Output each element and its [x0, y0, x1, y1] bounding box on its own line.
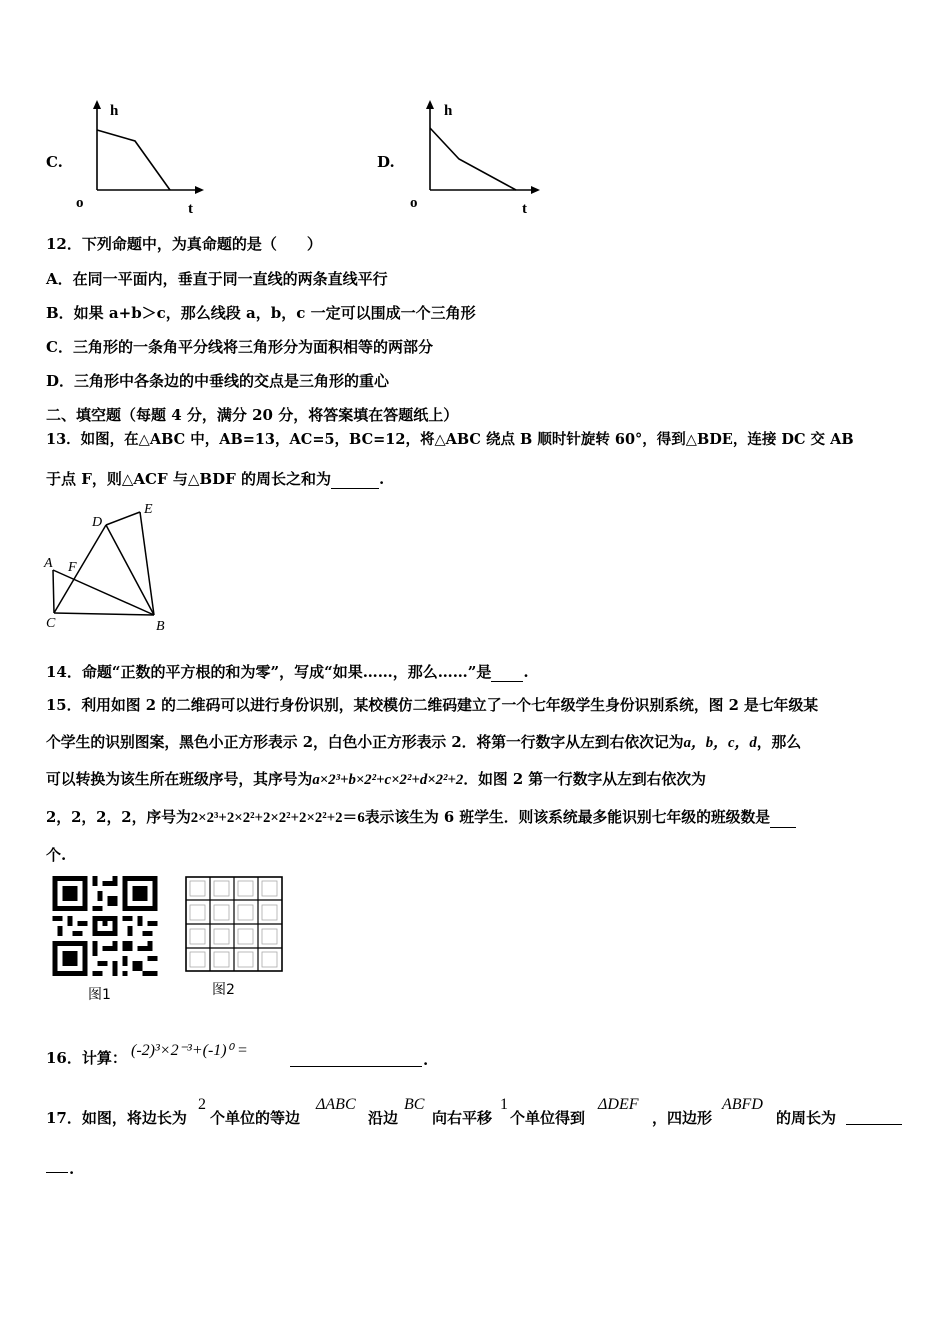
- q14-text: 14．命题“正数的平方根的和为零”，写成“如果……，那么……”是: [46, 663, 492, 681]
- q12-option-c: C．三角形的一条角平分线将三角形分为面积相等的两部分: [46, 338, 433, 356]
- q17-shift-units: 1: [500, 1096, 508, 1113]
- graph-d: [404, 95, 549, 215]
- segment-cb: [54, 613, 154, 615]
- q15-line3-tail: ．如图 2 第一行数字从左到右依次为: [463, 771, 706, 788]
- q12-option-b: B．如果 a+b＞c，那么线段 a，b，c 一定可以围成一个三角形: [46, 304, 476, 322]
- q15-line3: [46, 770, 706, 790]
- graph-c-curve: [97, 130, 170, 190]
- q17-part3: 沿边: [368, 1109, 399, 1127]
- q15-vars: a，b，c，d: [683, 735, 757, 751]
- segment-eb: [140, 512, 154, 615]
- segment-db: [106, 525, 154, 615]
- q17-part7: 的周长为: [776, 1109, 837, 1127]
- q13-figure: [40, 500, 170, 635]
- q16-label: 16．计算：: [46, 1049, 127, 1067]
- q16-end: .: [423, 1051, 429, 1069]
- q17-segment-bc: BC: [404, 1096, 425, 1113]
- q15-line5: 个.: [46, 846, 67, 864]
- q17-part6: ，四边形: [652, 1109, 713, 1127]
- q17-part5: 个单位得到: [510, 1109, 586, 1127]
- label-d: D: [92, 515, 103, 530]
- label-c: C: [46, 616, 56, 631]
- q15-line2-text: 个学生的识别图案，黑色小正方形表示 2，白色小正方形表示 2．将第一行数字从左到右依次记为: [46, 734, 684, 751]
- q14-answer-blank: [491, 667, 523, 682]
- q13-line2-text: 于点 F，则△ACF 与△BDF 的周长之和为: [46, 470, 331, 488]
- q17-part2: 个单位的等边: [210, 1109, 301, 1127]
- q15-line4-text: 2，2，2，2，序号为: [46, 809, 191, 826]
- q17-part4: 向右平移: [432, 1109, 493, 1127]
- q15-line2: [46, 733, 801, 753]
- q14-line: [46, 662, 529, 682]
- q15-line2-tail: ，那么: [756, 734, 802, 751]
- q13-line1: 13．如图，在△ABC 中，AB=13，AC=5，BC=12，将△ABC 绕点 B 顺时针旋转 60°，得到△BDE，连接 DC 交 AB: [46, 431, 854, 448]
- q12-option-a: A．在同一平面内，垂直于同一直线的两条直线平行: [46, 270, 388, 288]
- section-2-heading: 二、填空题（每题 4 分，满分 20 分，将答案填在答题纸上）: [46, 406, 459, 424]
- graph-d-h-label: h: [444, 103, 453, 119]
- q13-line2: [46, 469, 384, 489]
- q17-part1: 17．如图，将边长为: [46, 1109, 187, 1127]
- q15-line1: 15．利用如图 2 的二维码可以进行身份识别，某校模仿二维码建立了一个七年级学生身份识别系统，图 2 是七年级某: [46, 697, 819, 714]
- graph-c-h-label: h: [110, 103, 119, 119]
- graph-c-t-label: t: [188, 201, 193, 217]
- q16-expression: (-2)³×2⁻³+(-1)⁰ =: [131, 1042, 248, 1059]
- segment-de: [106, 512, 140, 525]
- q17-answer-blank-cont: [46, 1158, 68, 1173]
- q15-answer-blank: [770, 813, 796, 828]
- graph-d-curve: [430, 128, 516, 190]
- fig2-caption: 图2: [212, 982, 235, 998]
- graph-d-t-label: t: [522, 201, 527, 217]
- label-f: F: [68, 560, 77, 575]
- q14-end: .: [523, 663, 529, 681]
- q15-line4: [46, 808, 796, 828]
- label-a: A: [44, 556, 53, 571]
- option-d-label: D.: [377, 153, 395, 171]
- segment-ac: [53, 570, 54, 613]
- label-e: E: [144, 502, 153, 517]
- q17-side-length: 2: [198, 1096, 206, 1113]
- graph-c: [70, 95, 210, 215]
- q17-triangle-abc: ΔABC: [316, 1096, 356, 1113]
- q17-end: .: [69, 1160, 75, 1178]
- q12-option-d: D．三角形中各条边的中垂线的交点是三角形的重心: [46, 372, 390, 390]
- q15-formula-general: a×2³+b×2²+c×2²+d×2²+2: [312, 772, 464, 788]
- id-grid-figure: [185, 876, 285, 972]
- q15-formula-example: 2×2³+2×2²+2×2²+2×2²+2＝6: [190, 810, 365, 826]
- graph-c-origin-label: o: [76, 195, 84, 211]
- q13-line2-end: .: [378, 470, 385, 488]
- fig1-caption: 图1: [88, 987, 111, 1003]
- q15-line3-text: 可以转换为该生所在班级序号，其序号为: [46, 771, 313, 788]
- graph-d-origin-label: o: [410, 195, 418, 211]
- q17-answer-blank: [846, 1110, 902, 1125]
- option-c-label: C.: [46, 153, 63, 171]
- label-b: B: [156, 619, 165, 634]
- q15-line4-tail: 表示该生为 6 班学生．则该系统最多能识别七年级的班级数是: [364, 809, 771, 826]
- q17-quad-abfd: ABFD: [722, 1096, 763, 1113]
- q17-triangle-def: ΔDEF: [598, 1096, 639, 1113]
- segment-ab: [53, 570, 154, 615]
- qr-code-image: [52, 876, 158, 976]
- q12-stem: 12．下列命题中，为真命题的是（ ）: [46, 235, 322, 253]
- segment-dc: [54, 525, 106, 613]
- q16-answer-blank: [290, 1052, 422, 1067]
- q13-answer-blank: [331, 474, 379, 489]
